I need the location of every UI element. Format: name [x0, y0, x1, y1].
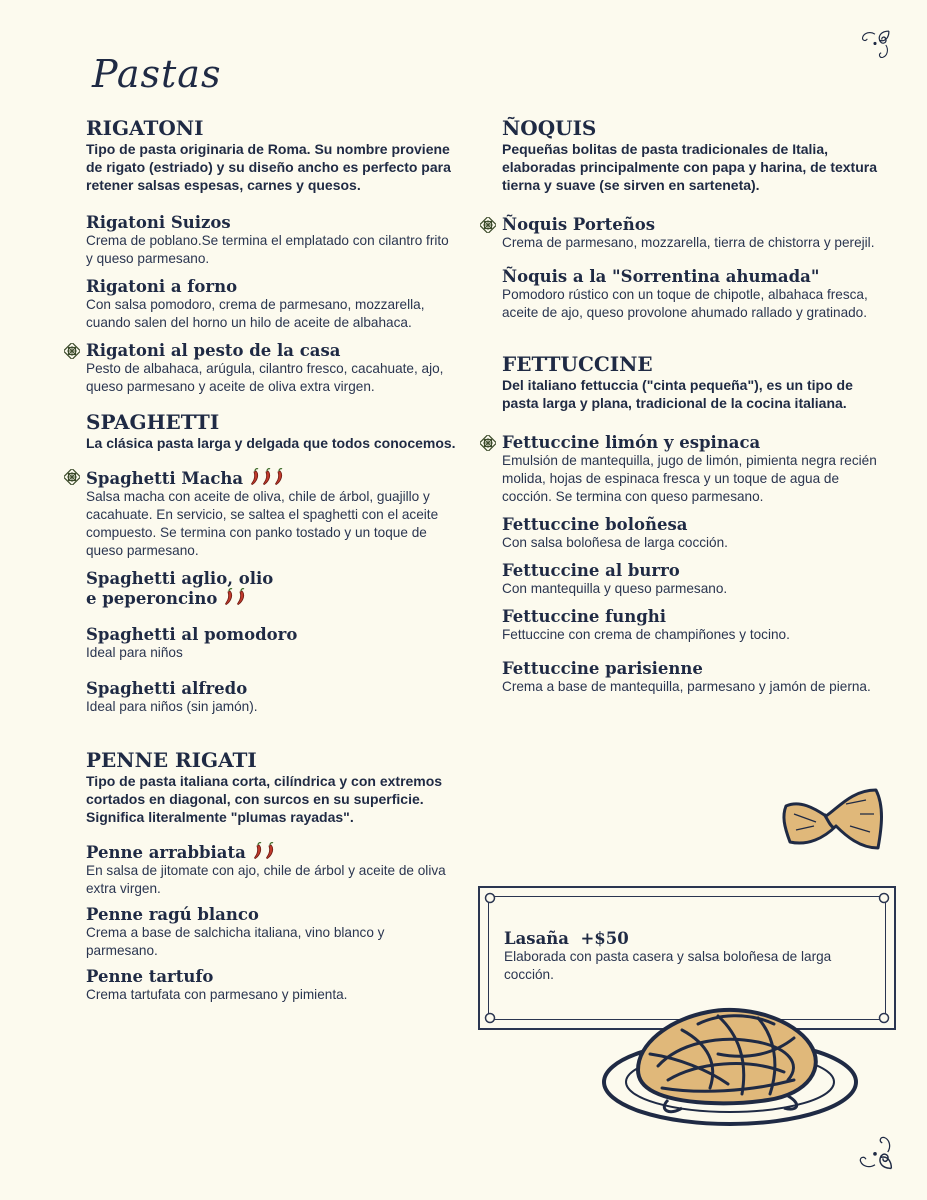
right-column	[502, 116, 882, 706]
dish-name: Penne tartufo	[86, 967, 214, 986]
dish-description: En salsa de jitomate con ajo, chile de árbol y aceite de oliva extra virgen.	[86, 863, 446, 896]
dish-name: Fettuccine funghi	[502, 607, 667, 626]
menu-item	[86, 968, 456, 1004]
dish-description: Crema tartufata con parmesano y pimienta.	[86, 987, 348, 1002]
menu-item	[86, 680, 456, 716]
dish-name: Penne ragú blanco	[86, 905, 259, 924]
section-description: Tipo de pasta italiana corta, cilíndrica y con extremos cortados en diagonal, con surcos en su superficie. Significa literalmente "plumas rayadas".	[86, 773, 443, 825]
menu-item	[86, 842, 456, 898]
chili-icon	[249, 468, 261, 486]
menu-item	[86, 342, 456, 396]
dish-name	[86, 842, 456, 862]
dish-name: Rigatoni Suizos	[86, 213, 231, 232]
dish-description: Elaborada con pasta casera y salsa boloñesa de larga cocción.	[504, 949, 832, 982]
chili-icon	[264, 842, 276, 860]
menu-item	[86, 570, 456, 608]
farfalle-pasta-icon	[780, 786, 888, 856]
dish-name: Spaghetti al pomodoro	[86, 625, 298, 644]
menu-item	[86, 626, 456, 662]
corner-circle	[483, 1011, 497, 1025]
section-description: Pequeñas bolitas de pasta tradicionales de Italia, elaboradas principalmente con papa y harina, de textura tierna y suave (se sirven en sarteneta).	[502, 141, 878, 193]
dish-description: Con salsa pomodoro, crema de parmesano, mozzarella, cuando salen del horno un hilo de aceite de albahaca.	[86, 297, 425, 330]
dish-name: Fettuccine boloñesa	[502, 515, 688, 534]
page-title: Pastas	[92, 52, 222, 96]
dish-name: Ñoquis Porteños	[502, 215, 655, 234]
dish-name-text: Penne arrabbiata	[86, 843, 246, 862]
menu-item	[502, 562, 882, 598]
dish-name-text: e peperoncino	[86, 589, 218, 608]
chili-icon	[261, 468, 273, 486]
left-column	[86, 116, 456, 1014]
chef-recommendation-star-icon	[64, 343, 80, 359]
dish-description: Pomodoro rústico con un toque de chipotle, albahaca fresca, aceite de ajo, queso provolone ahumado rallado y gratinado.	[502, 287, 868, 320]
dish-name: Fettuccine al burro	[502, 561, 680, 580]
section-fettuccine	[502, 352, 882, 696]
dish-description: Con salsa boloñesa de larga cocción.	[502, 535, 728, 550]
dish-name: Fettuccine limón y espinaca	[502, 433, 761, 452]
corner-ornament-icon	[852, 28, 898, 62]
menu-item	[86, 278, 456, 332]
menu-item	[504, 930, 874, 984]
menu-item	[502, 660, 882, 696]
dish-description: Crema a base de mantequilla, parmesano y jamón de pierna.	[502, 679, 871, 694]
dish-name: Fettuccine parisienne	[502, 659, 703, 678]
chef-recommendation-star-icon	[64, 469, 80, 485]
menu-item	[86, 906, 456, 960]
dish-description: Ideal para niños	[86, 645, 183, 660]
chili-icon	[235, 588, 247, 606]
dish-description: Crema de poblano.Se termina el emplatado con cilantro frito y queso parmesano.	[86, 233, 449, 266]
corner-circle	[483, 891, 497, 905]
dish-description: Emulsión de mantequilla, jugo de limón, pimienta negra recién molida, hojas de espinaca fresca y un toque de agua de cocción. Se termina con queso parmesano.	[502, 453, 877, 504]
section-title: SPAGHETTI	[86, 410, 220, 434]
dish-name	[86, 468, 456, 488]
dish-name-text: Spaghetti Macha	[86, 469, 244, 488]
menu-item	[502, 516, 882, 552]
dish-description: Crema a base de salchicha italiana, vino blanco y parmesano.	[86, 925, 385, 958]
chef-recommendation-star-icon	[480, 435, 496, 451]
section-penne	[86, 748, 456, 1004]
menu-item	[86, 468, 456, 560]
dish-name: Lasaña +$50	[504, 929, 629, 948]
section-noquis	[502, 116, 882, 322]
section-spaghetti	[86, 410, 456, 716]
chili-icon	[223, 588, 235, 606]
dish-name: Ñoquis a la "Sorrentina ahumada"	[502, 267, 820, 286]
menu-item	[502, 434, 882, 506]
dish-name	[86, 588, 456, 608]
dish-name: Spaghetti aglio, olio	[86, 569, 274, 588]
section-title: FETTUCCINE	[502, 352, 653, 376]
menu-item	[502, 608, 882, 644]
corner-ornament-icon	[852, 1132, 898, 1172]
dish-description: Crema de parmesano, mozzarella, tierra de chistorra y perejil.	[502, 235, 875, 250]
dish-description: Fettuccine con crema de champiñones y tocino.	[502, 627, 790, 642]
dish-description: Salsa macha con aceite de oliva, chile de árbol, guajillo y cacahuate. En servicio, se saltea el spaghetti con el aceite compuesto. Se termina con panko tostado y un toque de queso parmesano.	[86, 489, 439, 558]
chili-icon	[252, 842, 264, 860]
dish-description: Pesto de albahaca, arúgula, cilantro fresco, cacahuate, ajo, queso parmesano y aceite de oliva extra virgen.	[86, 361, 444, 394]
dish-name: Spaghetti alfredo	[86, 679, 248, 698]
corner-circle	[877, 891, 891, 905]
spaghetti-plate-icon	[598, 984, 860, 1132]
dish-description: Con mantequilla y queso parmesano.	[502, 581, 728, 596]
section-title: RIGATONI	[86, 116, 204, 140]
section-description: Del italiano fettuccia ("cinta pequeña"), es un tipo de pasta larga y plana, tradicional de la cocina italiana.	[502, 377, 853, 411]
menu-item	[502, 268, 882, 322]
dish-name: Rigatoni al pesto de la casa	[86, 341, 341, 360]
section-rigatoni	[86, 116, 456, 396]
chef-recommendation-star-icon	[480, 217, 496, 233]
corner-circle	[877, 1011, 891, 1025]
menu-item	[86, 214, 456, 268]
dish-description: Ideal para niños (sin jamón).	[86, 699, 258, 714]
chili-icon	[273, 468, 285, 486]
dish-name: Rigatoni a forno	[86, 277, 238, 296]
section-description: La clásica pasta larga y delgada que todos conocemos.	[86, 435, 456, 451]
menu-item	[502, 216, 882, 252]
section-title: PENNE RIGATI	[86, 748, 257, 772]
section-description: Tipo de pasta originaria de Roma. Su nombre proviene de rigato (estriado) y su diseño ancho es perfecto para retener salsas espesas, carnes y quesos.	[86, 141, 451, 193]
section-title: ÑOQUIS	[502, 116, 597, 140]
